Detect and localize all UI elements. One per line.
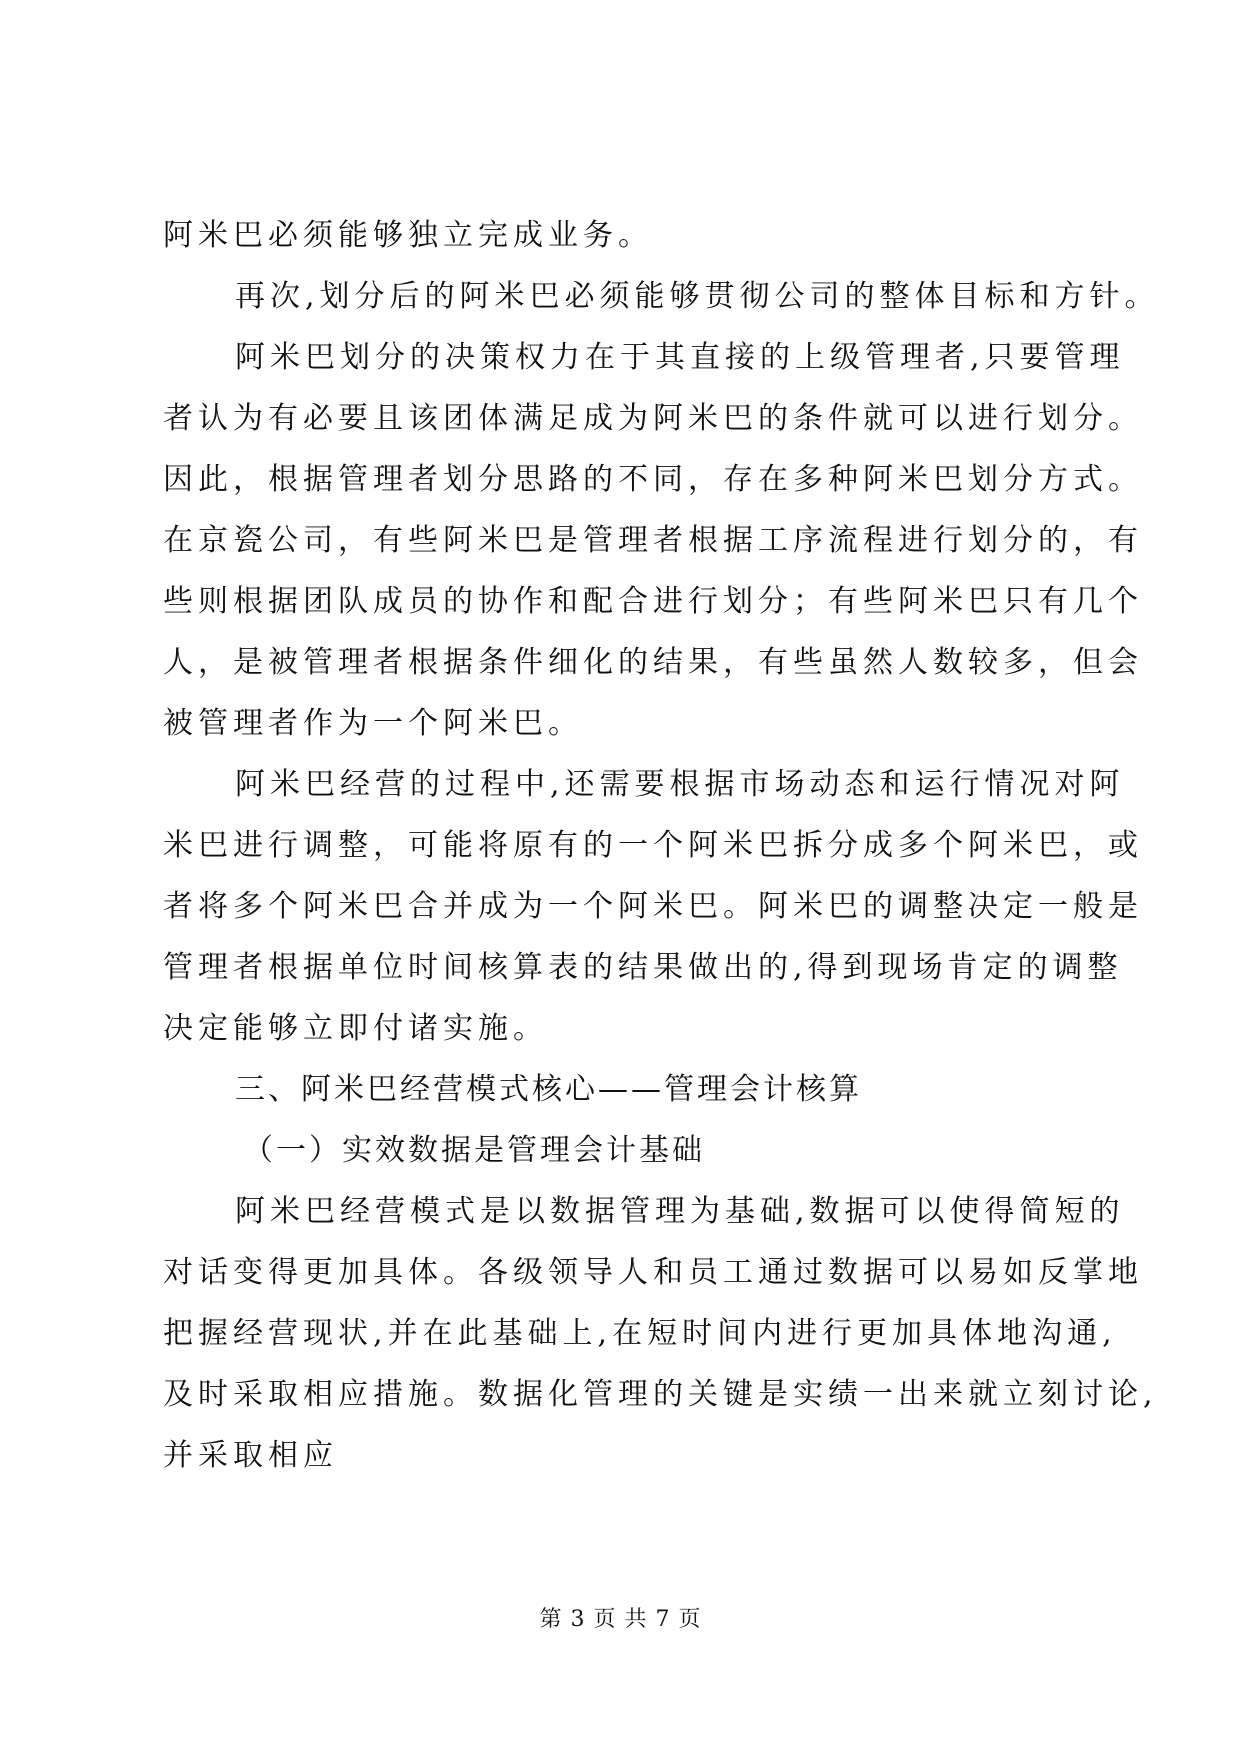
text-line: 及时采取相应措施。数据化管理的关键是实绩一出来就立刻讨论, (163, 1377, 1158, 1412)
text-line: 者认为有必要且该团体满足成为阿米巴的条件就可以进行划分。 (163, 401, 1143, 436)
text-line: 管理者根据单位时间核算表的结果做出的,得到现场肯定的调整 (163, 950, 1123, 985)
text-line: 者将多个阿米巴合并成为一个阿米巴。阿米巴的调整决定一般是 (163, 889, 1143, 924)
paragraph-start: 阿米巴经营模式是以数据管理为基础,数据可以使得简短的 (235, 1194, 1125, 1229)
text-line: 米巴进行调整，可能将原有的一个阿米巴拆分成多个阿米巴，或 (163, 828, 1143, 863)
document-body (163, 205, 1160, 1486)
text-line: 在京瓷公司，有些阿米巴是管理者根据工序流程进行划分的，有 (163, 523, 1143, 558)
text-line: 决定能够立即付诸实施。 (163, 1011, 548, 1046)
text-line: 些则根据团队成员的协作和配合进行划分；有些阿米巴只有几个 (163, 584, 1143, 619)
paragraph-start: 再次,划分后的阿米巴必须能够贯彻公司的整体目标和方针。 (235, 279, 1160, 314)
text-line: 因此，根据管理者划分思路的不同，存在多种阿米巴划分方式。 (163, 462, 1143, 497)
subsection-heading: （一）实效数据是管理会计基础 (243, 1133, 705, 1168)
text-line: 被管理者作为一个阿米巴。 (163, 706, 583, 741)
text-line: 把握经营现状,并在此基础上,在短时间内进行更加具体地沟通, (163, 1316, 1117, 1351)
text-line: 并采取相应 (163, 1438, 338, 1473)
text-line: 对话变得更加具体。各级领导人和员工通过数据可以易如反掌地 (163, 1255, 1143, 1290)
text-line: 阿米巴必须能够独立完成业务。 (163, 218, 653, 253)
paragraph-start: 阿米巴经营的过程中,还需要根据市场动态和运行情况对阿 (235, 767, 1125, 802)
page-number-footer: 第 3 页 共 7 页 (539, 1607, 702, 1632)
paragraph-start: 阿米巴划分的决策权力在于其直接的上级管理者,只要管理 (235, 340, 1125, 375)
section-heading: 三、阿米巴经营模式核心——管理会计核算 (235, 1072, 862, 1107)
text-line: 人，是被管理者根据条件细化的结果，有些虽然人数较多，但会 (163, 645, 1143, 680)
